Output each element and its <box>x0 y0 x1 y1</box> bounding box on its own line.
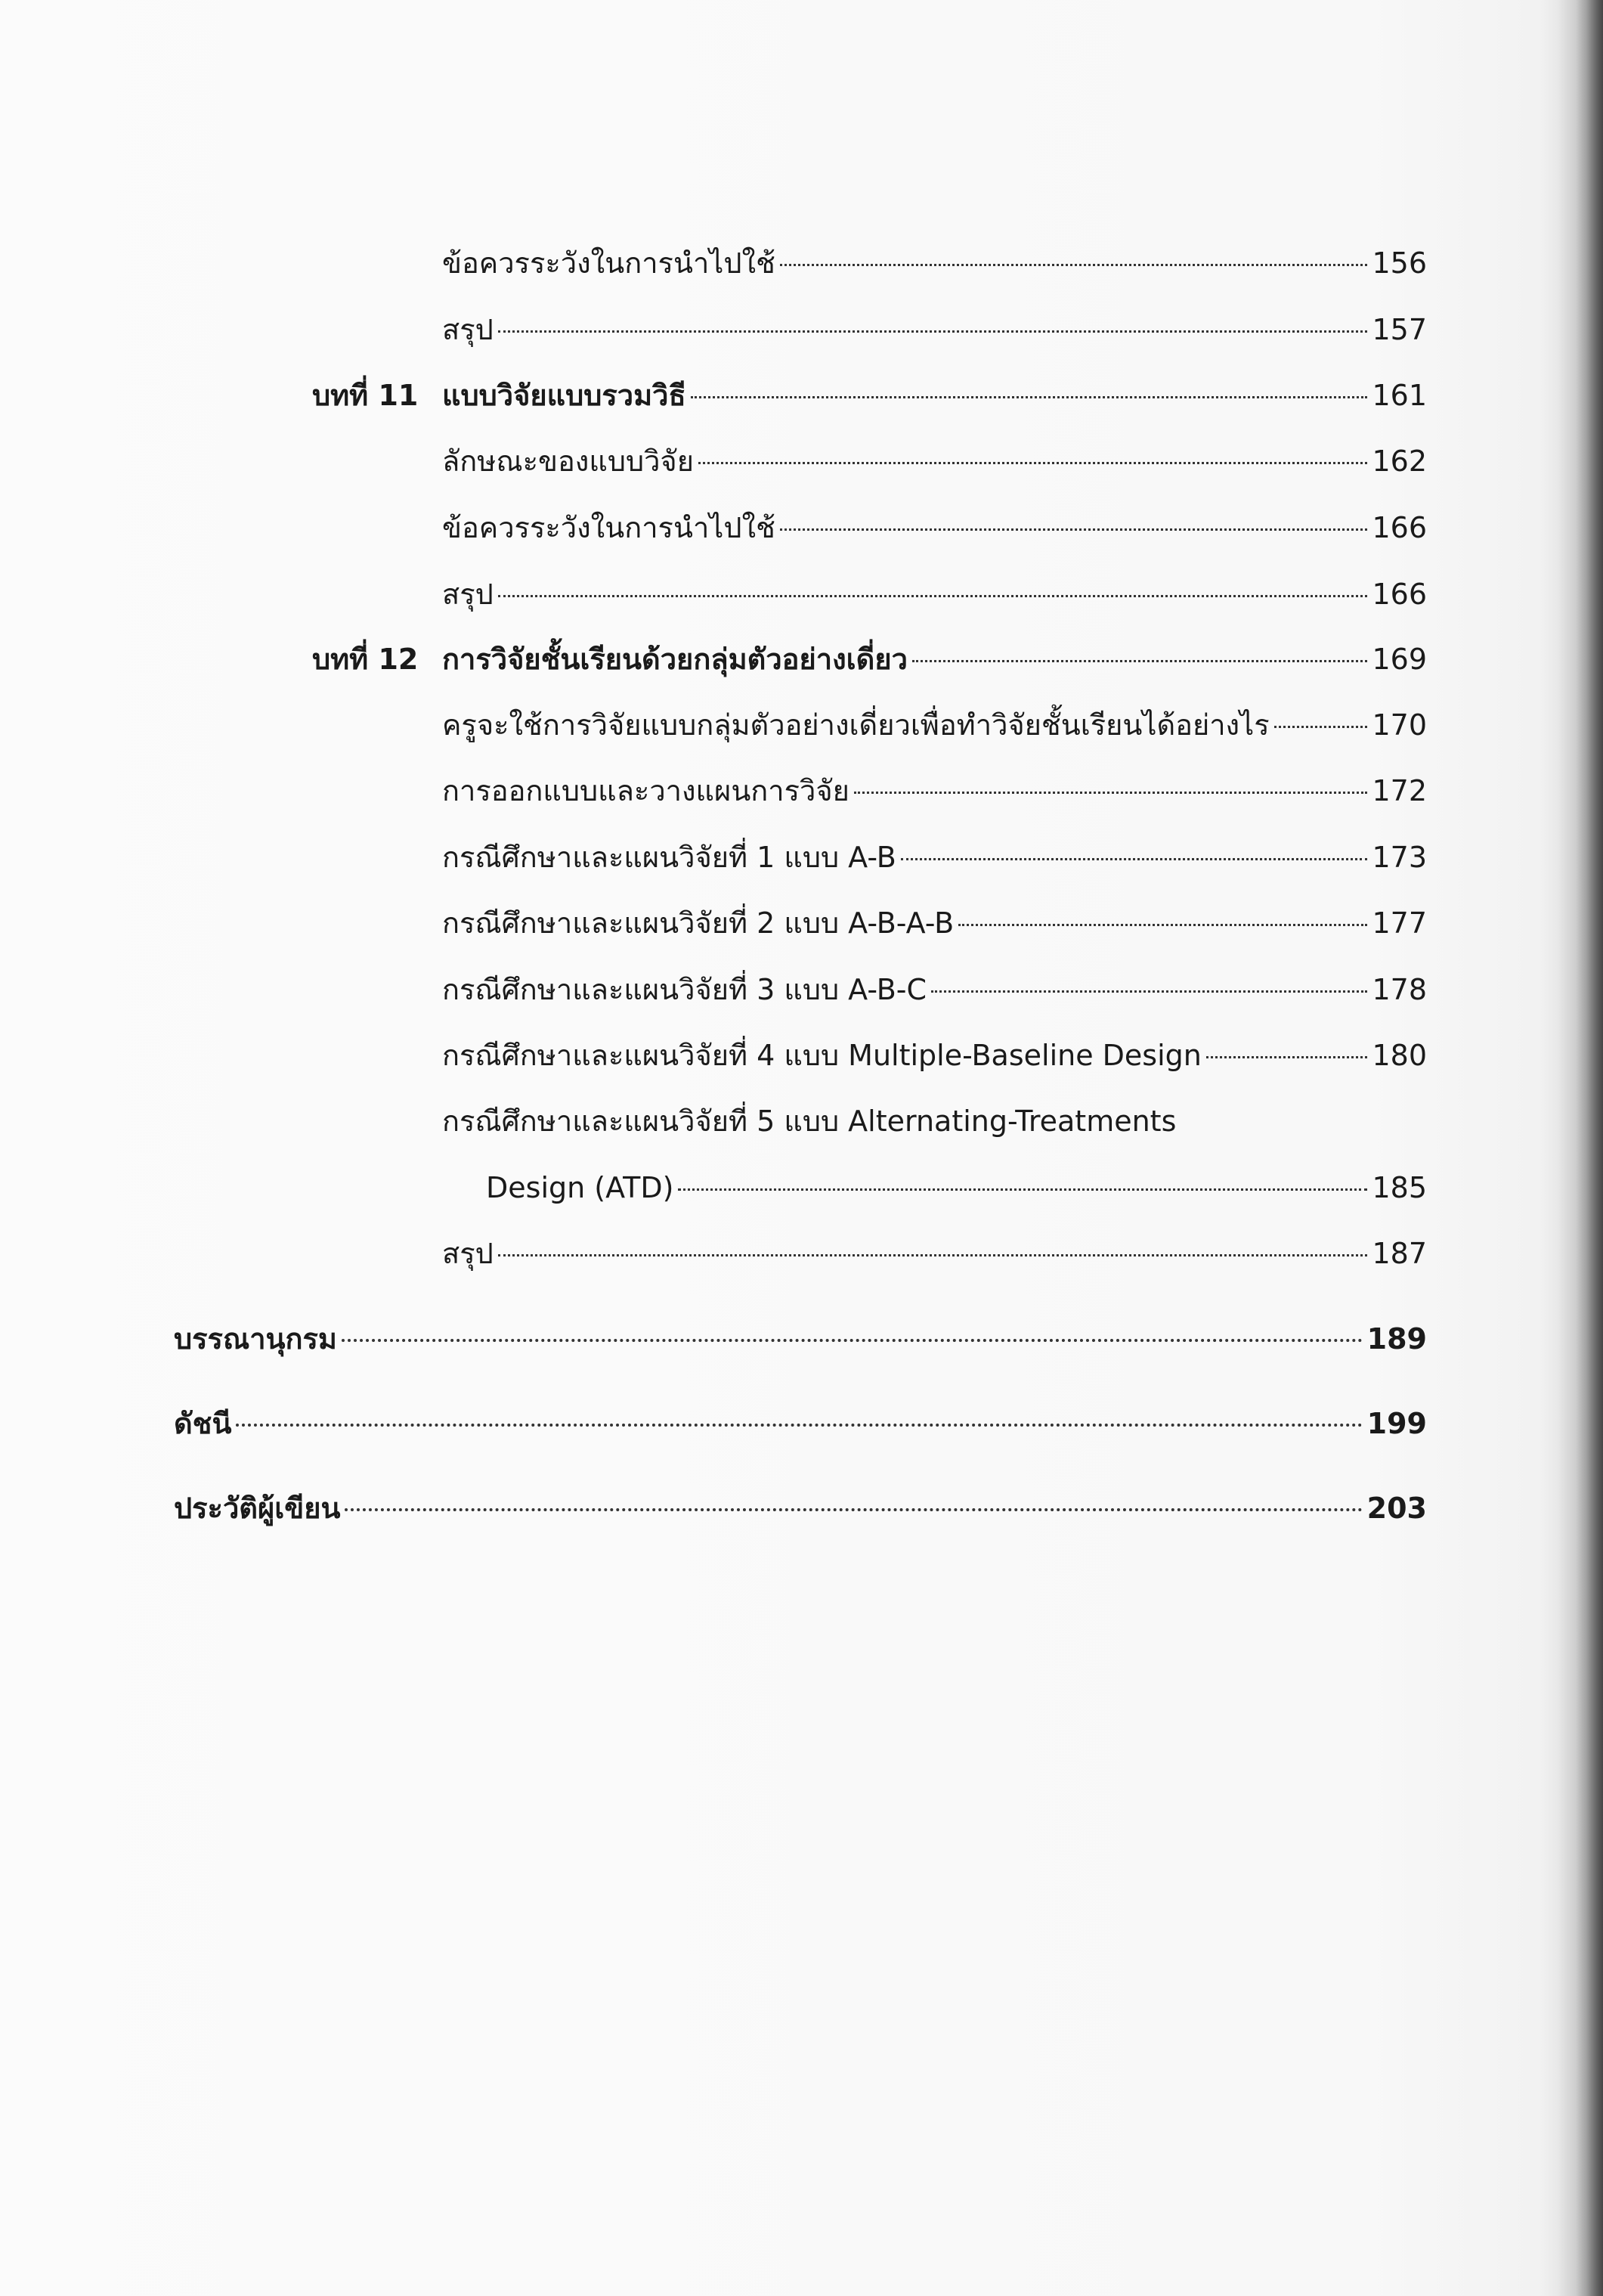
leader-dots <box>958 924 1367 926</box>
toc-entry-title-line1: กรณีศึกษาและแผนวิจัยที่ 5 แบบ Alternating-Treatments <box>442 1105 1177 1138</box>
toc-entry-title: กรณีศึกษาและแผนวิจัยที่ 2 แบบ A-B-A-B <box>442 906 955 940</box>
toc-entry-title: ครูจะใช้การวิจัยแบบกลุ่มตัวอย่างเดี่ยวเพื่อทำวิจัยชั้นเรียนได้อย่างไร <box>442 708 1270 742</box>
leader-dots <box>498 330 1368 333</box>
toc-entry[interactable] <box>442 970 1427 1009</box>
toc-entry-title: การออกแบบและวางแผนการวิจัย <box>442 774 849 807</box>
toc-entry-title: การวิจัยชั้นเรียนด้วยกลุ่มตัวอย่างเดี่ยว <box>442 643 908 676</box>
toc-entry-title: บรรณานุกรม <box>174 1322 337 1356</box>
leader-dots <box>1274 726 1368 728</box>
toc-entry[interactable] <box>442 771 1427 810</box>
toc-entry-page: 169 <box>1372 643 1427 676</box>
leader-dots <box>901 858 1368 860</box>
toc-entry-page: 161 <box>1372 379 1427 412</box>
toc-entry-page: 166 <box>1372 511 1427 544</box>
toc-entry[interactable] <box>486 1168 1427 1207</box>
toc-entry[interactable] <box>442 508 1427 547</box>
toc-entry-page: 162 <box>1372 445 1427 478</box>
toc-entry-page: 189 <box>1366 1322 1427 1356</box>
toc-entry-page: 173 <box>1372 841 1427 874</box>
toc-entry-page: 170 <box>1372 708 1427 742</box>
leader-dots <box>931 990 1367 993</box>
leader-dots <box>498 595 1368 597</box>
toc-entry[interactable] <box>442 838 1427 877</box>
toc-entry[interactable] <box>442 442 1427 481</box>
toc-chapter-entry[interactable] <box>312 376 1427 415</box>
leader-dots <box>691 396 1368 398</box>
toc-entry-page: 199 <box>1366 1407 1427 1440</box>
toc-entry-title: ลักษณะของแบบวิจัย <box>442 445 694 478</box>
toc-entry[interactable] <box>442 310 1427 349</box>
toc-entry-title: สรุป <box>442 578 494 611</box>
toc-chapter-entry[interactable] <box>312 640 1427 679</box>
toc-entry-page: 178 <box>1372 973 1427 1006</box>
toc-entry-page: 177 <box>1372 906 1427 940</box>
toc-entry-title: ประวัติผู้เขียน <box>174 1492 341 1525</box>
leader-dots <box>236 1424 1362 1427</box>
toc-backmatter-entry[interactable] <box>174 1489 1427 1528</box>
toc-entry-title: กรณีศึกษาและแผนวิจัยที่ 4 แบบ Multiple-Baseline Design <box>442 1039 1202 1072</box>
toc-backmatter-entry[interactable] <box>174 1319 1427 1359</box>
leader-dots <box>498 1254 1368 1256</box>
toc-entry[interactable] <box>442 575 1427 614</box>
leader-dots <box>780 528 1368 531</box>
toc-entry-title: สรุป <box>442 1237 494 1270</box>
leader-dots <box>1206 1056 1368 1058</box>
leader-dots <box>342 1339 1363 1342</box>
toc-entry-title: แบบวิจัยแบบรวมวิธี <box>442 379 686 412</box>
leader-dots <box>345 1508 1362 1511</box>
toc-entry[interactable] <box>442 1036 1427 1075</box>
toc-entry[interactable] <box>442 1234 1427 1273</box>
toc-entry-page: 166 <box>1372 578 1427 611</box>
toc-entry-page: 185 <box>1372 1171 1427 1204</box>
toc-entry-page: 180 <box>1372 1039 1427 1072</box>
toc-entry[interactable] <box>442 243 1427 283</box>
toc-entry-title: ดัชนี <box>174 1407 232 1440</box>
toc-entry-title: สรุป <box>442 313 494 346</box>
leader-dots <box>912 660 1368 662</box>
toc-entry-title: ข้อควรระวังในการนำไปใช้ <box>442 511 775 544</box>
toc-entry-title-continuation: Design (ATD) <box>486 1171 674 1204</box>
leader-dots <box>678 1188 1367 1191</box>
toc-backmatter-entry[interactable] <box>174 1404 1427 1443</box>
leader-dots <box>698 462 1368 464</box>
chapter-number: บทที่ 12 <box>312 643 419 676</box>
toc-entry-page: 172 <box>1372 774 1427 807</box>
toc-entry-title: กรณีศึกษาและแผนวิจัยที่ 1 แบบ A-B <box>442 841 896 874</box>
chapter-number: บทที่ 11 <box>312 379 419 412</box>
toc-entry-title: ข้อควรระวังในการนำไปใช้ <box>442 246 775 280</box>
leader-dots <box>780 264 1368 266</box>
toc-entry-page: 203 <box>1366 1492 1427 1525</box>
leader-dots <box>854 792 1368 794</box>
toc-entry-title: กรณีศึกษาและแผนวิจัยที่ 3 แบบ A-B-C <box>442 973 927 1006</box>
toc-entry-page: 187 <box>1372 1237 1427 1270</box>
toc-entry[interactable] <box>442 903 1427 943</box>
toc-entry-page: 157 <box>1372 313 1427 346</box>
toc-entry-page: 156 <box>1372 246 1427 280</box>
toc-entry[interactable] <box>442 705 1427 745</box>
